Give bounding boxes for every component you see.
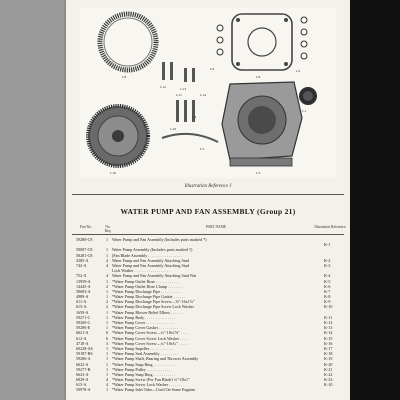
description-cell: *Water Pump Seal Assembly . . . . . . . . .	[112, 351, 178, 357]
ring-gear-image	[100, 14, 156, 70]
part-number-cell: 58281-C8	[76, 252, 93, 258]
part-number-cell: 58683-A	[76, 288, 91, 294]
description-cell: *Water Pump Pulley . . . . . . . . . . . . .	[112, 366, 173, 372]
part-number-cell: 615-A	[76, 304, 87, 310]
description-cell: *Water Pump Shaft, Bearing and Thrower Assembly	[112, 356, 199, 362]
description-cell: *Water Pump Discharge Pipe Screw—⅜"-16x1⅛"	[112, 299, 195, 305]
parts-list	[76, 237, 346, 393]
description-cell: *Water Pump Cover Screw—¼"-18x¾" . . . . .	[112, 340, 188, 346]
quantity-cell: 4	[105, 382, 109, 388]
part-number-cell: 59286-E	[76, 325, 91, 331]
description-cell: *Water Pump Outlet Hose . . . . . . . . . . . .	[112, 278, 180, 284]
quantity-cell: 1	[105, 351, 109, 357]
description-cell: *Water Pump Cover Gasket . . . . . . . . . .	[112, 325, 179, 331]
part-number-cell: 59271-C	[76, 314, 91, 320]
part-number-cell: 6623-A	[76, 371, 89, 377]
reference-cell: K-21	[324, 366, 333, 372]
quantity-cell: 2	[105, 283, 109, 289]
quantity-cell: 1	[105, 237, 109, 242]
quantity-cell: 4	[105, 377, 109, 383]
quantity-cell: 1	[105, 325, 109, 331]
reference-cell: K-16	[324, 340, 333, 346]
gasket-image	[232, 14, 292, 70]
fig-label-6: J-11	[176, 93, 182, 97]
reference-cell: K-23	[324, 377, 333, 383]
fig-label-3: J-9	[256, 75, 261, 79]
quantity-cell: 1	[105, 288, 109, 294]
fig-label-12: J-1	[302, 109, 307, 113]
quantity-cell: 1	[105, 387, 109, 393]
reference-cell: K-19	[324, 356, 333, 362]
reference-cell: K-8	[324, 294, 331, 300]
part-number-cell: 6622-A	[76, 361, 89, 367]
reference-cell: K-5	[324, 278, 331, 284]
manual-page	[66, 0, 350, 400]
description-cell: Water Pump and Fan Assembly (Includes parts marked *)	[112, 237, 207, 242]
part-number-cell: 59288-C8	[76, 237, 93, 242]
fig-label-8: J-16	[170, 127, 177, 131]
fig-label-13: J-2	[296, 69, 301, 73]
reference-cell: K-10	[324, 382, 333, 388]
bell-housing-image	[222, 82, 302, 166]
part-number-cell: 60228-AS	[76, 345, 93, 351]
description-cell: *Water Pump Screw Lock Washer . . . . . . .	[112, 382, 183, 388]
quantity-cell: 2	[105, 299, 109, 305]
reference-cell: K-18	[324, 351, 333, 357]
flywheel-image	[88, 106, 148, 166]
description-cell: *Water Pump Snap Ring . . . . . . . . . . .	[112, 361, 176, 367]
quantity-cell: 1	[105, 345, 109, 351]
description-cell: *Water Pump Outlet Hose Clamp . . . . . . . .	[112, 283, 184, 289]
reference-cell: K-3	[324, 262, 331, 268]
reference-cell: K-11	[324, 314, 333, 320]
cap-image	[299, 87, 317, 105]
part-number-cell: 615-A	[76, 382, 87, 388]
reference-cell: K-14	[324, 330, 333, 336]
description-cell: *Water Pump Cover Screw—¼"-18x1⅝" . . . .	[112, 330, 188, 336]
scan-left-margin	[0, 0, 66, 400]
quantity-cell: 1	[105, 366, 109, 372]
quantity-cell: 1	[105, 320, 109, 325]
description-cell: Water Pump and Fan Assembly Attaching Stud Nut	[112, 273, 197, 279]
part-number-cell: 59978-A	[76, 387, 91, 393]
part-number-cell: 742-A	[76, 262, 87, 268]
table-row	[76, 387, 346, 392]
reference-cell: K-17	[324, 345, 333, 351]
part-number-cell: 59087-C8	[76, 247, 93, 253]
part-number-cell: 59286-A	[76, 356, 91, 362]
figure-caption: Illustration Reference J	[184, 184, 232, 189]
part-number-cell: 59277-B	[76, 366, 91, 372]
part-number-cell: 612-A	[76, 335, 87, 341]
fig-label-5: J-13	[180, 87, 187, 91]
header-no-req: No. Req.	[104, 225, 112, 233]
description-cell: *Water Pump Impeller . . . . . . . . . . . .	[112, 345, 174, 351]
part-number-cell: 13959-A	[76, 278, 91, 284]
quantity-cell: 6	[105, 335, 109, 341]
quantity-cell: 4	[105, 273, 109, 279]
quantity-cell: 1	[105, 247, 109, 253]
part-number-cell: 4718-A	[76, 340, 89, 346]
part-number-cell: 4989-A	[76, 294, 89, 300]
description-cell: Water Pump Assembly (Includes parts marked †)	[112, 247, 193, 253]
washers-image	[217, 17, 307, 59]
part-number-cell: 14445-A	[76, 283, 91, 289]
quantity-cell: 3	[105, 340, 109, 346]
description-cell: *Water Pump Inlet Tube—Used On Some Engines	[112, 387, 196, 393]
part-number-cell: 4385-A	[76, 257, 89, 263]
quantity-cell: 2	[105, 304, 109, 310]
header-ref: Illustration Reference	[314, 225, 346, 229]
quantity-cell: 1	[105, 356, 109, 362]
header-part-no: Part No.	[80, 225, 92, 229]
quantity-cell: 1	[105, 314, 109, 320]
description-cell: Water Pump and Fan Assembly Attaching Stud	[112, 257, 189, 263]
scan-binding-edge	[350, 0, 400, 400]
part-number-cell: 59187-BS	[76, 351, 93, 357]
fig-label-9: J-10	[110, 171, 117, 175]
reference-cell: K-2	[324, 257, 331, 263]
fig-label-4: J-12	[160, 85, 167, 89]
reference-cell: K-7	[324, 288, 331, 294]
reference-cell: K-15	[324, 335, 333, 341]
section-title: WATER PUMP AND FAN ASSEMBLY (Group 21)	[120, 207, 296, 216]
reference-cell: K-13	[324, 325, 333, 331]
reference-cell: K-9	[324, 299, 331, 305]
fig-label-1: J-8	[122, 75, 127, 79]
seal-strip-image	[162, 134, 218, 142]
description-cell: *Water Pump Discharge Pipe . . . . . . . . . .	[112, 288, 181, 294]
reference-cell: K-10	[324, 304, 333, 310]
quantity-cell: 1	[105, 294, 109, 300]
description-cell: (Fan Blade Assembly . . . . . . . . . . . . . . . . .	[112, 252, 183, 258]
description-cell: Lock Washer . . . . . . . . . . . . . . . . . .	[112, 268, 171, 274]
quantity-cell: 6	[105, 330, 109, 336]
part-number-cell: 6621-A	[76, 330, 89, 336]
quantity-cell: 1	[105, 371, 109, 377]
part-number-cell: 6829-A	[76, 377, 89, 383]
quantity-cell: 1	[105, 361, 109, 367]
description-cell: *Water Pump Discharge Pipe Screw Lock Washer	[112, 304, 194, 310]
fig-label-2: J-6	[210, 67, 215, 71]
fig-label-7: J-14	[200, 93, 207, 97]
fig-label-14: J-3	[256, 171, 261, 175]
reference-cell: K-22	[324, 371, 333, 377]
reference-cell: K-20	[324, 361, 333, 367]
reference-cell: K-1	[324, 242, 331, 248]
reference-cell: K-6	[324, 283, 331, 289]
parts-photograph	[80, 8, 336, 178]
reference-cell: K-12	[324, 320, 333, 325]
header-part-name: PART NAME	[205, 225, 227, 229]
fig-label-10: J-5	[200, 147, 205, 151]
bolts-image	[162, 62, 195, 122]
description-cell: Water Pump and Fan Assembly Attaching Stud	[112, 262, 189, 268]
description-cell: *Water Pump Blower Relief Elbow . . . . . . .	[112, 309, 185, 315]
quantity-cell: 4	[105, 262, 109, 268]
rule-header	[72, 234, 344, 235]
description-cell: *Water Pump Snap Ring . . . . . . . . . . .	[112, 371, 176, 377]
description-cell: *Water Pump Cover Screw Lock Washer . . . .	[112, 335, 188, 341]
description-cell: *Water Pump Body . . . . . . . . . . . . . . .	[112, 314, 175, 320]
quantity-cell: 4	[105, 257, 109, 263]
part-number-cell: 752-A	[76, 273, 87, 279]
fig-label-11: J-4	[192, 115, 197, 119]
part-number-cell: 1659-A	[76, 309, 89, 315]
description-cell: *Water Pump Discharge Pipe Gasket . . . . . .	[112, 294, 185, 300]
description-cell: *Water Pump Cover . . . . . . . . . . . . . .	[112, 320, 174, 325]
quantity-cell: 1	[105, 309, 109, 315]
quantity-cell: 1	[105, 252, 109, 258]
quantity-cell: 1	[105, 278, 109, 284]
description-cell: *Water Pump Screw (For Fan Blade) ¼"-18x1"	[112, 377, 190, 383]
rule-top	[72, 194, 344, 195]
reference-cell: K-4	[324, 273, 331, 279]
part-number-cell: 611-A	[76, 299, 87, 305]
part-number-cell: 59260-C	[76, 320, 91, 325]
